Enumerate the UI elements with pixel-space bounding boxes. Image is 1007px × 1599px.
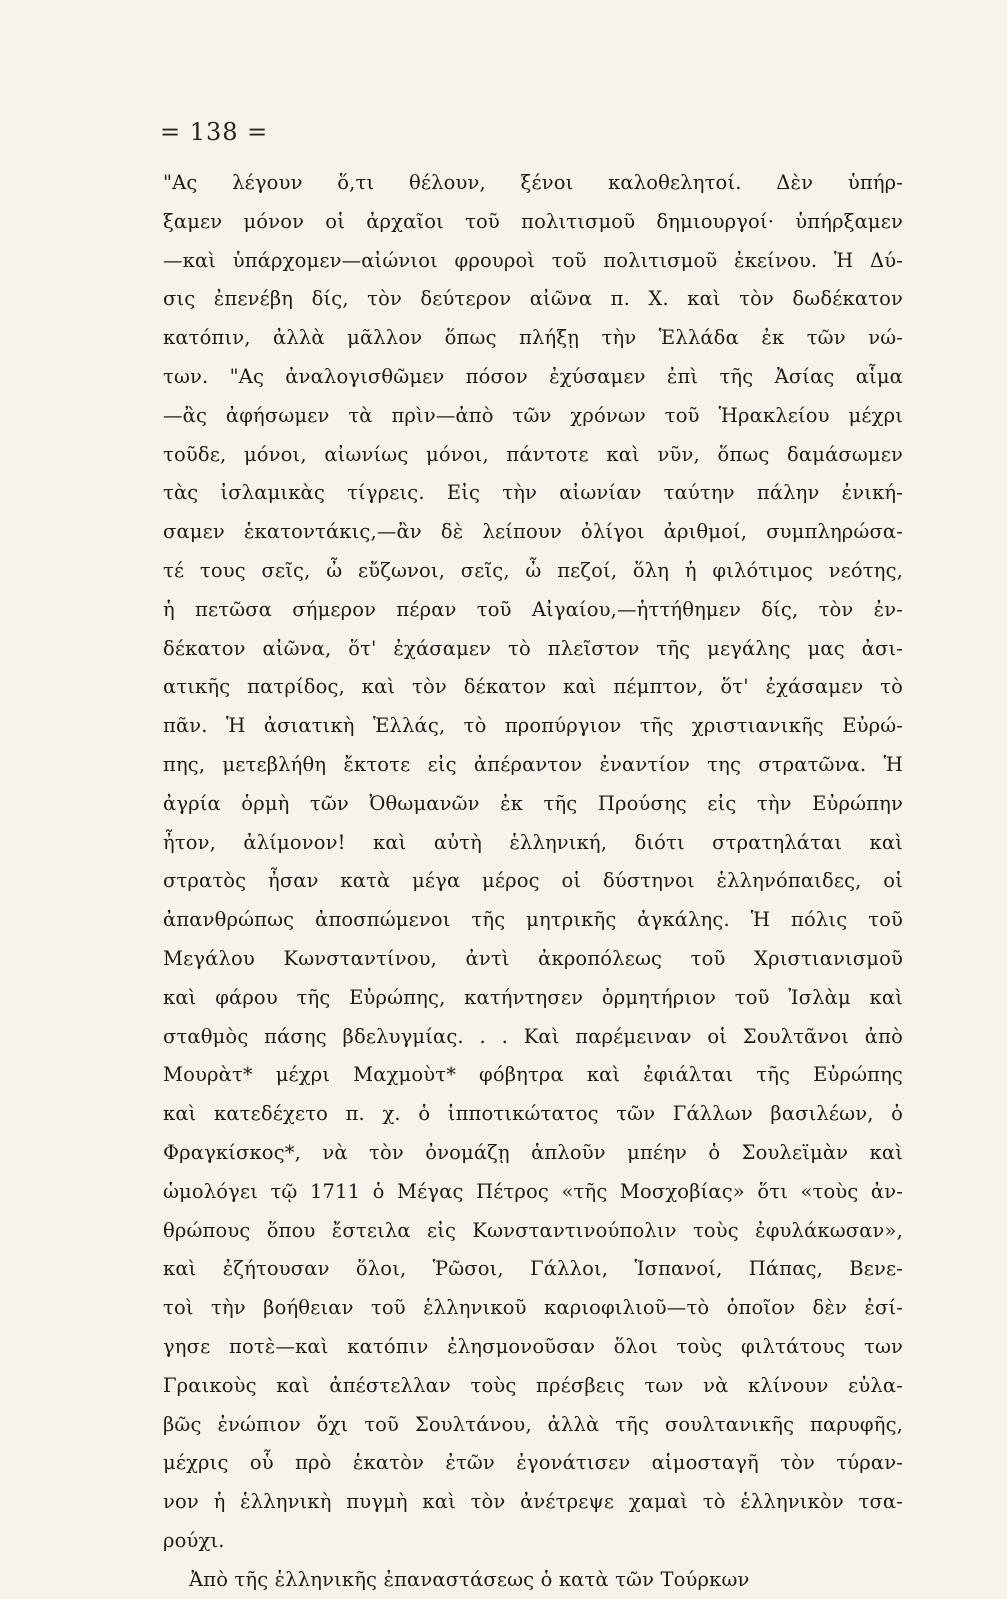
text-line: —ἂς ἀφήσωμεν τὰ πρὶν—ἀπὸ τῶν χρόνων τοῦ Ἡρακλείου μέχρι (163, 403, 903, 427)
text-line: τέ τους σεῖς, ὦ εὔζωνοι, σεῖς, ὦ πεζοί, ὅλη ἡ φιλότιμος νεότης, (163, 558, 903, 582)
text-line: δέκατον αἰῶνα, ὅτ' ἐχάσαμεν τὸ πλεῖστον τῆς μεγάλης μας ἀσι- (163, 636, 903, 660)
text-line: βῶς ἐνώπιον ὄχι τοῦ Σουλτάνου, ἀλλὰ τῆς σουλτανικῆς παρυφῆς, (163, 1412, 903, 1436)
text-line: καὶ κατεδέχετο π. χ. ὁ ἱπποτικώτατος τῶν Γάλλων βασιλέων, ὁ (163, 1102, 903, 1126)
text-line: Φραγκίσκος*, νὰ τὸν ὀνομάζῃ ἁπλοῦν μπέην ὁ Σουλεϊμὰν καὶ (163, 1140, 903, 1164)
text-line: τοῦδε, μόνοι, αἰωνίως μόνοι, πάντοτε καὶ νῦν, ὅπως δαμάσωμεν (163, 442, 903, 466)
text-line: ατικῆς πατρίδος, καὶ τὸν δέκατον καὶ πέμπτον, ὅτ' ἐχάσαμεν τὸ (163, 675, 903, 699)
text-line: ρούχι. (163, 1528, 225, 1552)
text-line: γησε ποτὲ—καὶ κατόπιν ἐλησμονοῦσαν ὅλοι τοὺς φιλτάτους των (163, 1334, 903, 1358)
text-line: Μεγάλου Κωνσταντίνου, ἀντὶ ἀκροπόλεως τοῦ Χριστιανισμοῦ (163, 946, 903, 970)
text-line: κατόπιν, ἀλλὰ μᾶλλον ὅπως πλήξῃ τὴν Ἑλλάδα ἐκ τῶν νώ- (163, 326, 903, 350)
text-line: θρώπους ὅπου ἔστειλα εἰς Κωνσταντινούπολιν τοὺς ἐφυλάκωσαν», (163, 1218, 903, 1242)
text-line: τοὶ τὴν βοήθειαν τοῦ ἑλληνικοῦ καριοφιλιοῦ—τὸ ὁποῖον δὲν ἐσί- (163, 1296, 903, 1320)
text-line: —καὶ ὑπάρχομεν—αἰώνιοι φρουροὶ τοῦ πολιτισμοῦ ἐκείνου. Ἡ Δύ- (163, 248, 903, 272)
text-line: ἀγρία ὁρμὴ τῶν Ὀθωμανῶν ἐκ τῆς Προύσης εἰς τὴν Εὐρώπην (163, 791, 903, 815)
text-line: Γραικοὺς καὶ ἀπέστελλαν τοὺς πρέσβεις των νὰ κλίνουν εὐλα- (163, 1373, 903, 1397)
body-text (163, 164, 903, 1599)
text-line: ὡμολόγει τῷ 1711 ὁ Μέγας Πέτρος «τῆς Μοσχοβίας» ὅτι «τοὺς ἀν- (163, 1179, 903, 1203)
text-line: καὶ ἐζήτουσαν ὅλοι, Ῥῶσοι, Γάλλοι, Ἱσπανοί, Πάπας, Βενε- (163, 1257, 903, 1281)
text-line: νον ἡ ἑλληνικὴ πυγμὴ καὶ τὸν ἀνέτρεψε χαμαὶ τὸ ἑλληνικὸν τσα- (163, 1490, 903, 1514)
text-line: σις ἐπενέβη δίς, τὸν δεύτερον αἰῶνα π. Χ. καὶ τὸν δωδέκατον (163, 287, 903, 311)
page-number: = 138 = (160, 118, 269, 146)
text-line: μέχρις οὗ πρὸ ἑκατὸν ἐτῶν ἐγονάτισεν αἱμοσταγῆ τὸν τύραν- (163, 1451, 903, 1475)
text-line: τὰς ἰσλαμικὰς τίγρεις. Εἰς τὴν αἰωνίαν ταύτην πάλην ἐνική- (163, 481, 903, 505)
text-line: "Ας λέγουν ὅ,τι θέλουν, ξένοι καλοθελητοί. Δὲν ὑπήρ- (163, 171, 903, 194)
text-line: των. "Ας ἀναλογισθῶμεν πόσον ἐχύσαμεν ἐπὶ τῆς Ἀσίας αἷμα (163, 364, 903, 388)
text-line: Ἀπὸ τῆς ἑλληνικῆς ἐπαναστάσεως ὁ κατὰ τῶν Τούρκων (189, 1567, 750, 1591)
text-line: ξαμεν μόνον οἱ ἀρχαῖοι τοῦ πολιτισμοῦ δημιουργοί· ὑπήρξαμεν (163, 209, 903, 233)
text-line: σαμεν ἑκατοντάκις,—ἂν δὲ λείπουν ὀλίγοι ἀριθμοί, συμπληρώσα- (163, 520, 903, 544)
text-line: ἡ πετῶσα σήμερον πέραν τοῦ Αἰγαίου,—ἡττήθημεν δίς, τὸν ἐν- (163, 597, 903, 621)
text-line: πης, μετεβλήθη ἔκτοτε εἰς ἀπέραντον ἐναντίον της στρατῶνα. Ἡ (163, 752, 903, 776)
text-line: ἦτον, ἀλίμονον! καὶ αὐτὴ ἑλληνική, διότι στρατηλάται καὶ (163, 830, 903, 854)
text-line: ἀπανθρώπως ἀποσπώμενοι τῆς μητρικῆς ἀγκάλης. Ἡ πόλις τοῦ (163, 908, 903, 932)
text-line: πᾶν. Ἡ ἀσιατικὴ Ἑλλάς, τὸ προπύργιον τῆς χριστιανικῆς Εὐρώ- (163, 714, 903, 738)
text-line: Μουρὰτ* μέχρι Μαχμοὺτ* φόβητρα καὶ ἐφιάλται τῆς Εὐρώπης (163, 1063, 903, 1087)
text-line: σταθμὸς πάσης βδελυγμίας. . . Καὶ παρέμειναν οἱ Σουλτᾶνοι ἀπὸ (163, 1024, 903, 1048)
text-line: καὶ φάρου τῆς Εὐρώπης, κατήντησεν ὁρμητήριον τοῦ Ἰσλὰμ καὶ (163, 985, 903, 1009)
text-line: στρατὸς ἦσαν κατὰ μέγα μέρος οἱ δύστηνοι ἑλληνόπαιδες, οἱ (163, 869, 903, 893)
